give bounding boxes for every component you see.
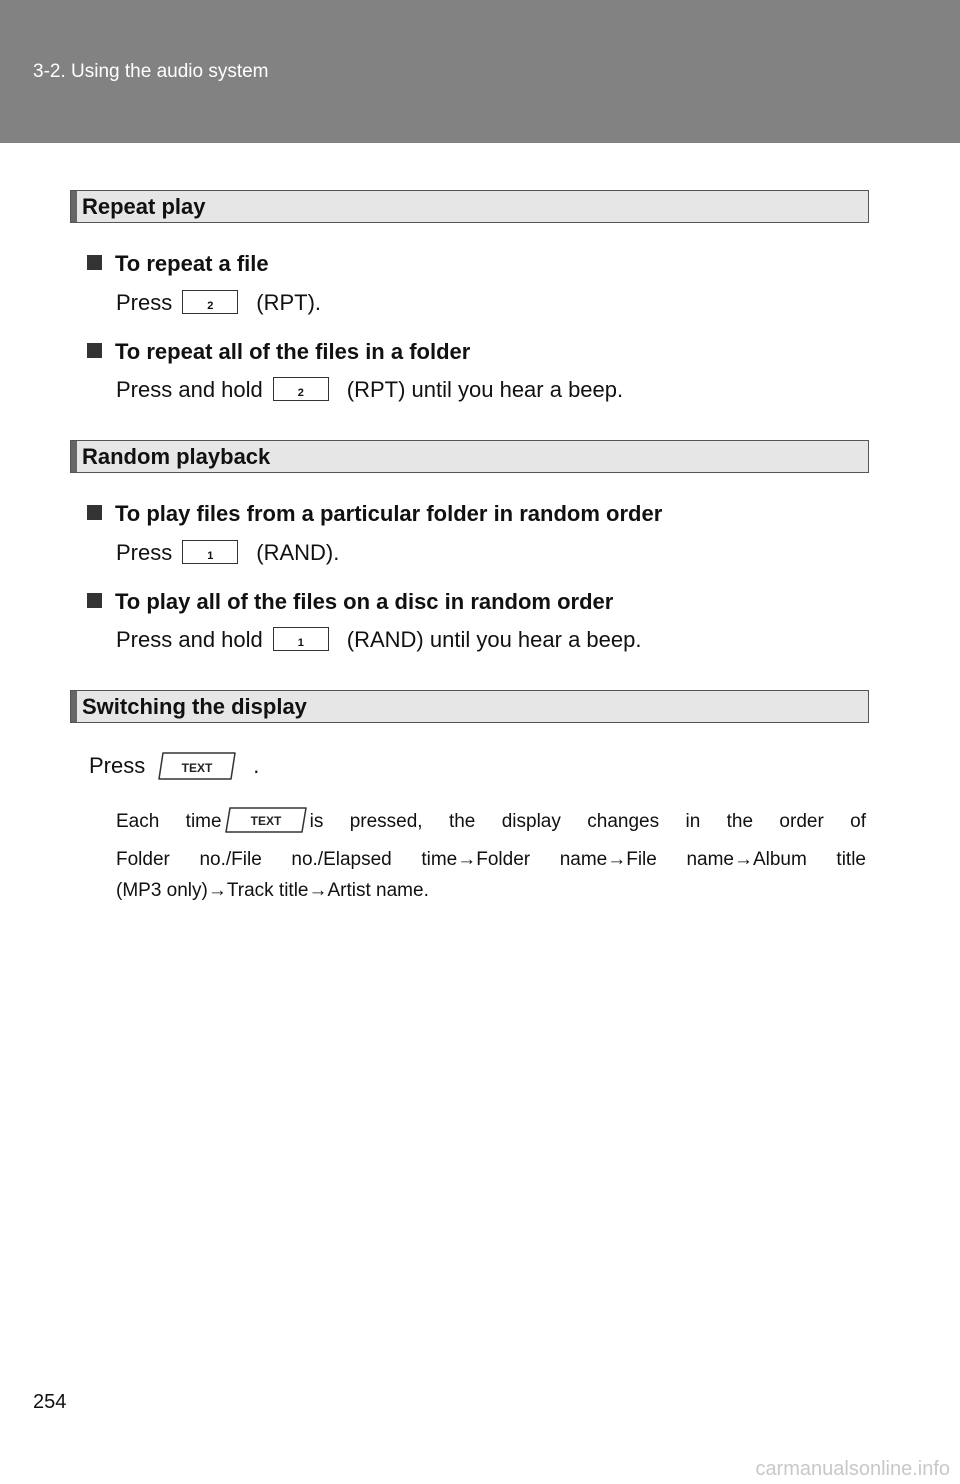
page-header xyxy=(0,0,960,143)
instruction-switch-display: Press TEXT . xyxy=(89,751,259,787)
svg-text:TEXT: TEXT xyxy=(250,814,281,828)
preset-button-1-icon: 1 xyxy=(182,540,238,564)
subheading-repeat-file: To repeat a file xyxy=(87,251,269,277)
svg-text:TEXT: TEXT xyxy=(181,761,213,775)
section-heading-repeat-play xyxy=(70,190,869,223)
preset-button-1-icon: 1 xyxy=(273,627,329,651)
square-bullet-icon xyxy=(87,505,102,520)
watermark-strip xyxy=(0,1456,960,1484)
square-bullet-icon xyxy=(87,255,102,270)
section-title: Switching the display xyxy=(82,694,307,719)
section-title: Random playback xyxy=(82,444,271,469)
page-number: 254 xyxy=(33,1391,67,1413)
section-title: Repeat play xyxy=(82,194,206,219)
note-line-3: (MP3 only)→Track title→Artist name. xyxy=(116,880,429,901)
subheading-random-disc: To play all of the files on a disc in random order xyxy=(87,589,613,615)
preset-button-2-icon: 2 xyxy=(273,377,329,401)
section-accent xyxy=(71,691,77,722)
section-heading-switching-display xyxy=(70,690,869,723)
text-button-icon xyxy=(157,751,237,787)
subheading-random-folder: To play files from a particular folder in random order xyxy=(87,501,662,527)
section-accent xyxy=(71,191,77,222)
instruction-repeat-file: Press 2 (RPT). xyxy=(116,290,322,315)
subheading-repeat-folder: To repeat all of the files in a folder xyxy=(87,339,470,365)
instruction-repeat-folder: Press and hold 2 (RPT) until you hear a beep. xyxy=(116,377,624,402)
watermark-text: carmanualsonline.info xyxy=(755,1458,950,1480)
square-bullet-icon xyxy=(87,593,102,608)
instruction-random-disc: Press and hold 1 (RAND) until you hear a beep. xyxy=(116,627,642,652)
section-accent xyxy=(71,441,77,472)
preset-button-2-icon: 2 xyxy=(182,290,238,314)
chapter-title: 3-2. Using the audio system xyxy=(33,61,269,82)
note-line-1: Each time TEXT is pressed, the display changes in the order of xyxy=(116,806,866,844)
instruction-random-folder: Press 1 (RAND). xyxy=(116,540,340,565)
display-order-note xyxy=(116,806,866,906)
section-heading-random-playback xyxy=(70,440,869,473)
note-line-2: Folder no./File no./Elapsed time→Folder name→File name→Album title xyxy=(116,849,866,870)
text-button-icon xyxy=(224,806,308,844)
square-bullet-icon xyxy=(87,343,102,358)
